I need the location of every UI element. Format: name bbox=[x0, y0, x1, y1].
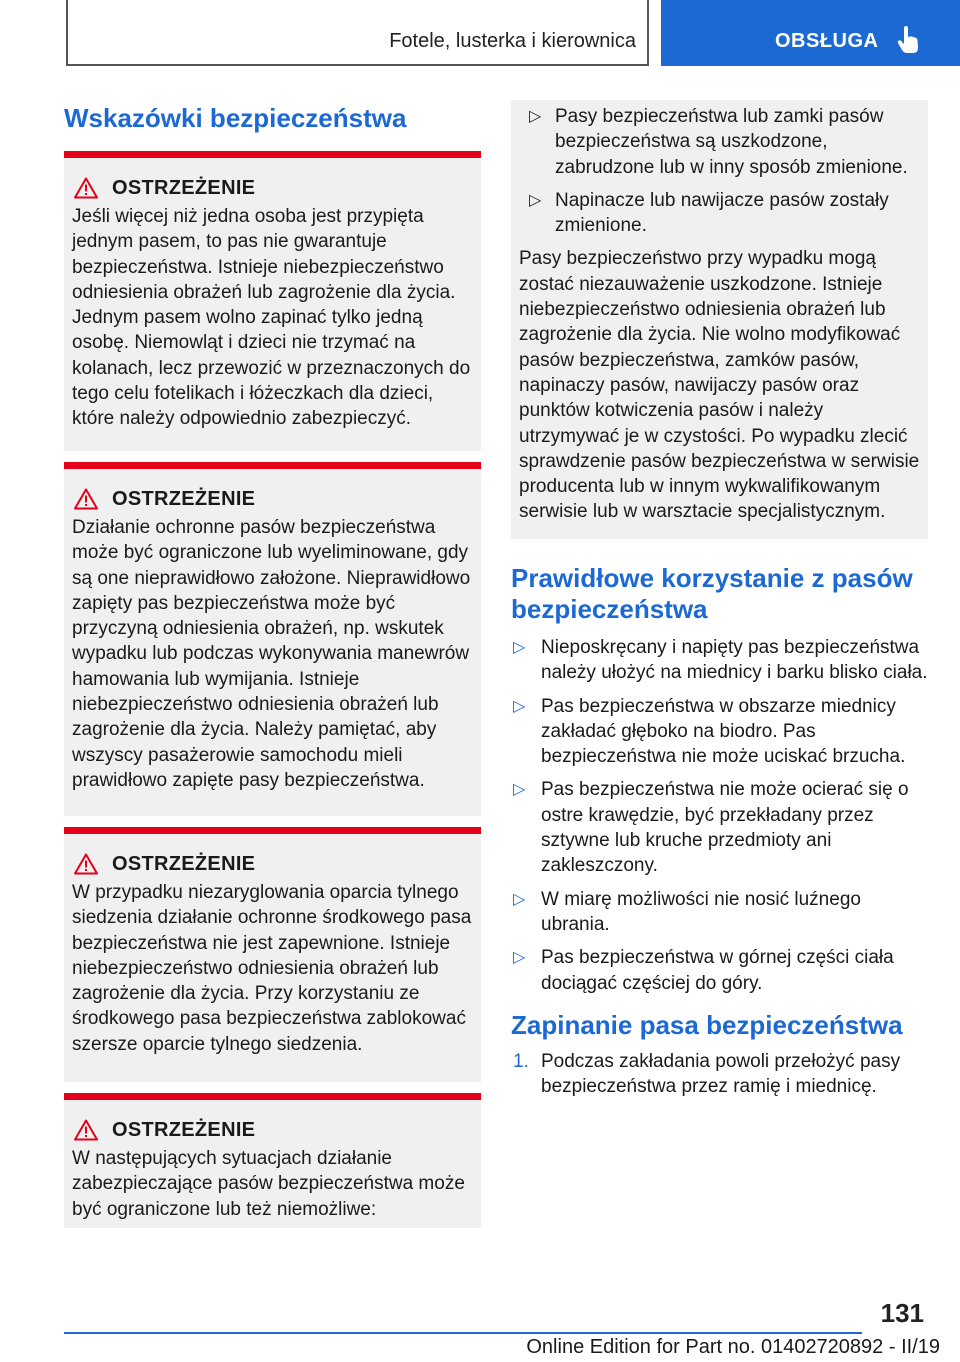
page-number: 131 bbox=[880, 1298, 924, 1328]
edition-footer: Online Edition for Part no. 01402720892 - II/19 bbox=[526, 1336, 940, 1358]
correct-use-list bbox=[511, 635, 928, 996]
warning-text: Jeśli więcej niż jedna osoba jest przypięta jednym pasem, to pas nie gwarantuje bezpieczeństwa. Istnieje niebezpieczeństwo odniesienia obrażeń lub zagrożenie dla życia. Jednym pasem wolno zapinać tylko jedną osobę. Niemowląt i dzieci nie trzymać na kolanach, lecz przewozić w przeznaczonych do tego celu fotelikach i łóżeczkach dla dzieci, które należy odpowiednio zabezpieczyć. bbox=[72, 206, 471, 430]
warning-title: OSTRZEŻENIE bbox=[112, 487, 256, 510]
warning-title: OSTRZEŻENIE bbox=[112, 852, 256, 875]
list-item: ▷ Pas bezpieczeństwa w górnej części ciała dociągać częściej do góry. bbox=[513, 947, 894, 994]
warning-text: Działanie ochronne pasów bezpieczeństwa może być ograniczone lub wyeliminowane, gdy są one nieprawidłowo założone. Nieprawidłowo zapięty pas bezpieczeństwa może być przyczyną odniesienia obrażeń, np. wskutek wypadku lub podczas wykonywania manewrów hamowania lub wymijania. Istnieje niebezpieczeństwo odniesienia obrażeń lub zagrożenie dla życia. Należy pamiętać, aby wszyscy pasażerowie samochodu mieli prawidłowo zapięte pasy bezpieczeństwa. bbox=[72, 517, 471, 791]
list-item: ▷ Pas bezpieczeństwa w obszarze miednicy zakładać głęboko na biodro. Pas bezpieczeństwa nie może uciskać brzucha. bbox=[513, 695, 906, 768]
warning-header bbox=[72, 1118, 473, 1142]
triangle-bullet-icon: ▷ bbox=[529, 108, 542, 125]
section-heading-correct-use: Prawidłowe korzystanie z pasów bezpieczeństwa bbox=[511, 563, 913, 624]
triangle-bullet-icon: ▷ bbox=[513, 890, 526, 908]
warning-title: OSTRZEŻENIE bbox=[112, 176, 256, 199]
section-heading-safety: Wskazówki bezpieczeństwa bbox=[64, 103, 407, 133]
triangle-bullet-icon: ▷ bbox=[513, 781, 526, 799]
warning-header bbox=[72, 852, 473, 876]
fastening-steps bbox=[511, 1049, 928, 1100]
step-item: 1. Podczas zakładania powoli przełożyć pasy bezpieczeństwa przez ramię i miednicę. bbox=[513, 1050, 901, 1098]
list-item: ▷ Pas bezpieczeństwa nie może ocierać się o ostre krawędzie, być przekładany przez sztywne lub kruche przedmioty ani zakleszczony. bbox=[513, 779, 909, 877]
list-item: ▷ W miarę możliwości nie nosić luźnego ubrania. bbox=[513, 888, 861, 935]
triangle-bullet-icon: ▷ bbox=[513, 949, 526, 967]
header-rule-right bbox=[647, 0, 649, 66]
triangle-bullet-icon: ▷ bbox=[513, 697, 526, 715]
warning-header bbox=[72, 487, 473, 511]
warning-triangle-icon bbox=[74, 853, 98, 875]
warning-header bbox=[72, 176, 473, 200]
list-item: ▷ Napinacze lub nawijacze pasów zostały zmienione. bbox=[529, 189, 889, 237]
warning-box bbox=[64, 462, 481, 816]
warning-box bbox=[64, 827, 481, 1082]
warning-text: W przypadku niezaryglowania oparcia tylnego siedzenia działanie ochronne środkowego pasa bezpieczeństwa nie jest zapewnione. Istnieje niebezpieczeństwo odniesienia obrażeń lub zagrożenie dla życia. Przy korzystaniu ze środkowego pasa bezpieczeństwa zablokować szersze oparcie tylnego siedzenia. bbox=[72, 882, 472, 1055]
warning-condition-list bbox=[519, 104, 920, 238]
header-rule-left bbox=[66, 0, 68, 66]
section-tab-label[interactable]: OBSŁUGA bbox=[775, 30, 879, 52]
triangle-bullet-icon: ▷ bbox=[513, 639, 526, 656]
warning-box bbox=[64, 151, 481, 451]
warning-text: W następujących sytuacjach działanie zabezpieczające pasów bezpieczeństwa może być ograniczone lub też niemożliwe: bbox=[72, 1148, 465, 1220]
right-column bbox=[511, 100, 928, 1099]
warning-triangle-icon bbox=[74, 177, 98, 199]
section-heading-fastening: Zapinanie pasa bezpieczeństwa bbox=[511, 1009, 903, 1040]
warning-box bbox=[64, 1093, 481, 1228]
step-number: 1. bbox=[513, 1050, 529, 1072]
footer-rule bbox=[64, 1332, 862, 1334]
hand-pointer-icon bbox=[896, 26, 920, 54]
warning-title: OSTRZEŻENIE bbox=[112, 1118, 256, 1141]
list-item: ▷ Pasy bezpieczeństwa lub zamki pasów bezpieczeństwa są uszkodzone, zabrudzone lub w inny sposób zmienione. bbox=[529, 106, 908, 178]
warning-triangle-icon bbox=[74, 488, 98, 510]
left-column bbox=[64, 100, 481, 1228]
warning-text: Pasy bezpieczeństwo przy wypadku mogą zostać niezauważenie uszkodzone. Istnieje niebezpieczeństwo odniesienia obrażeń lub zagrożenie dla życia. Nie wolno modyfikować pasów bezpieczeństwa, zamków pasów, napinaczy pasów, nawijaczy pasów oraz punktów kotwiczenia pasów i należy utrzymywać je w czystości. Po wypadku zlecić sprawdzenie pasów bezpieczeństwa w serwisie producenta lub w innym wykwalifikowanym serwisie lub w warsztacie specjalistycznym. bbox=[519, 248, 920, 523]
list-item: ▷ Nieposkręcany i napięty pas bezpieczeństwa należy ułożyć na miednicy i barku blisko ciała. bbox=[513, 637, 928, 684]
warning-triangle-icon bbox=[74, 1119, 98, 1141]
chapter-title: Fotele, lusterka i kierownica bbox=[389, 30, 636, 52]
warning-continuation-panel bbox=[511, 100, 928, 539]
header-rule-bottom bbox=[66, 64, 649, 66]
triangle-bullet-icon: ▷ bbox=[529, 191, 542, 209]
